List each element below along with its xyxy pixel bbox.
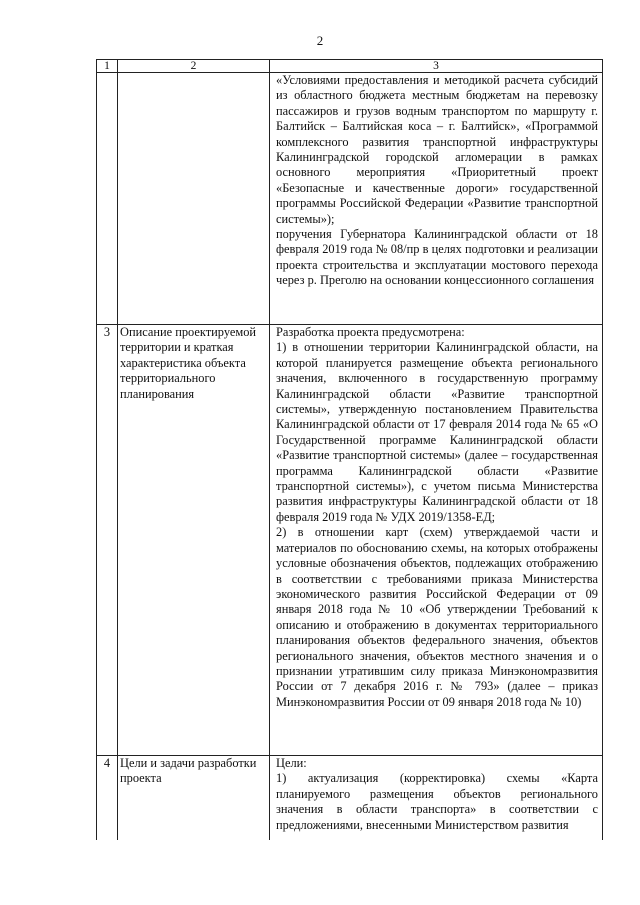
row-number: 3 bbox=[97, 325, 118, 756]
page-number: 2 bbox=[316, 33, 324, 48]
row-content bbox=[270, 325, 603, 756]
row-label: Цели и задачи разработки проекта bbox=[118, 756, 270, 841]
row-label: Описание проектируемой территории и краткая характеристика объекта территориального планирования bbox=[118, 325, 270, 756]
content-paragraph: поручения Губернатора Калининградской области от 18 февраля 2019 года № 08/пр в целях подготовки и реализации проекта строительства и эксплуатации мостового перехода через р. Преголю на основании концессионного соглашения bbox=[276, 227, 598, 288]
table-row bbox=[97, 756, 603, 841]
column-header-3: 3 bbox=[270, 60, 603, 73]
content-paragraph: «Условиями предоставления и методикой расчета субсидий из областного бюджета местным бюджетам на перевозку пассажиров и грузов водным транспортом по маршруту г. Балтийск – Балтийская коса – г. Балтийск», «Программой комплексного развития транспортной инфраструктуры Калининградской городской агломерации в рамках основного мероприятия «Приоритетный проект «Безопасные и качественные дороги» государственной программы Российской Федерации «Развитие транспортной системы»); bbox=[276, 73, 598, 226]
row-number bbox=[97, 73, 118, 325]
column-header-2: 2 bbox=[118, 60, 270, 73]
document-table bbox=[96, 59, 603, 840]
row-label bbox=[118, 73, 270, 325]
table-row bbox=[97, 73, 603, 325]
content-paragraph: Разработка проекта предусмотрена: bbox=[276, 325, 465, 339]
column-header-1: 1 bbox=[97, 60, 118, 73]
content-paragraph: 2) в отношении карт (схем) утверждаемой части и материалов по обоснованию схемы, на которых отображены условные обозначения объектов, подлежащих отображению в соответствии с требованиями приказа Министерства экономического развития Российской Федерации от 09 января 2018 года № 10 «Об утверждении Требований к описанию и отображению в документах территориального планирования объектов федерального значения, объектов регионального значения, объектов местного значения и о признании утратившим силу приказа Минэкономразвития России от 7 декабря 2016 г. № 793» (далее – приказ Минэкономразвития России от 09 января 2018 года № 10) bbox=[276, 525, 598, 709]
content-paragraph: Цели: bbox=[276, 756, 307, 770]
row-content bbox=[270, 73, 603, 325]
content-paragraph: 1) актуализация (корректировка) схемы «Карта планируемого размещения объектов регионального значения в области транспорта» в соответствии с предложениями, внесенными Министерством развития bbox=[276, 771, 598, 832]
row-content bbox=[270, 756, 603, 841]
row-number: 4 bbox=[97, 756, 118, 841]
table-header-row bbox=[97, 60, 603, 73]
content-paragraph: 1) в отношении территории Калининградской области, на которой планируется размещение объекта регионального значения, включенного в государственную программу Калининградской области «Развитие транспортной системы», утвержденную постановлением Правительства Калининградской области от 17 февраля 2014 года № 65 «О Государственной программе Калининградской области «Развитие транспортной системы» (далее – государственная программа Калининградской области «Развитие транспортной системы»), с учетом письма Министерства развития инфраструктуры Калининградской области от 18 февраля 2019 года № УДХ 2019/1358-ЕД; bbox=[276, 340, 598, 524]
table-row bbox=[97, 325, 603, 756]
